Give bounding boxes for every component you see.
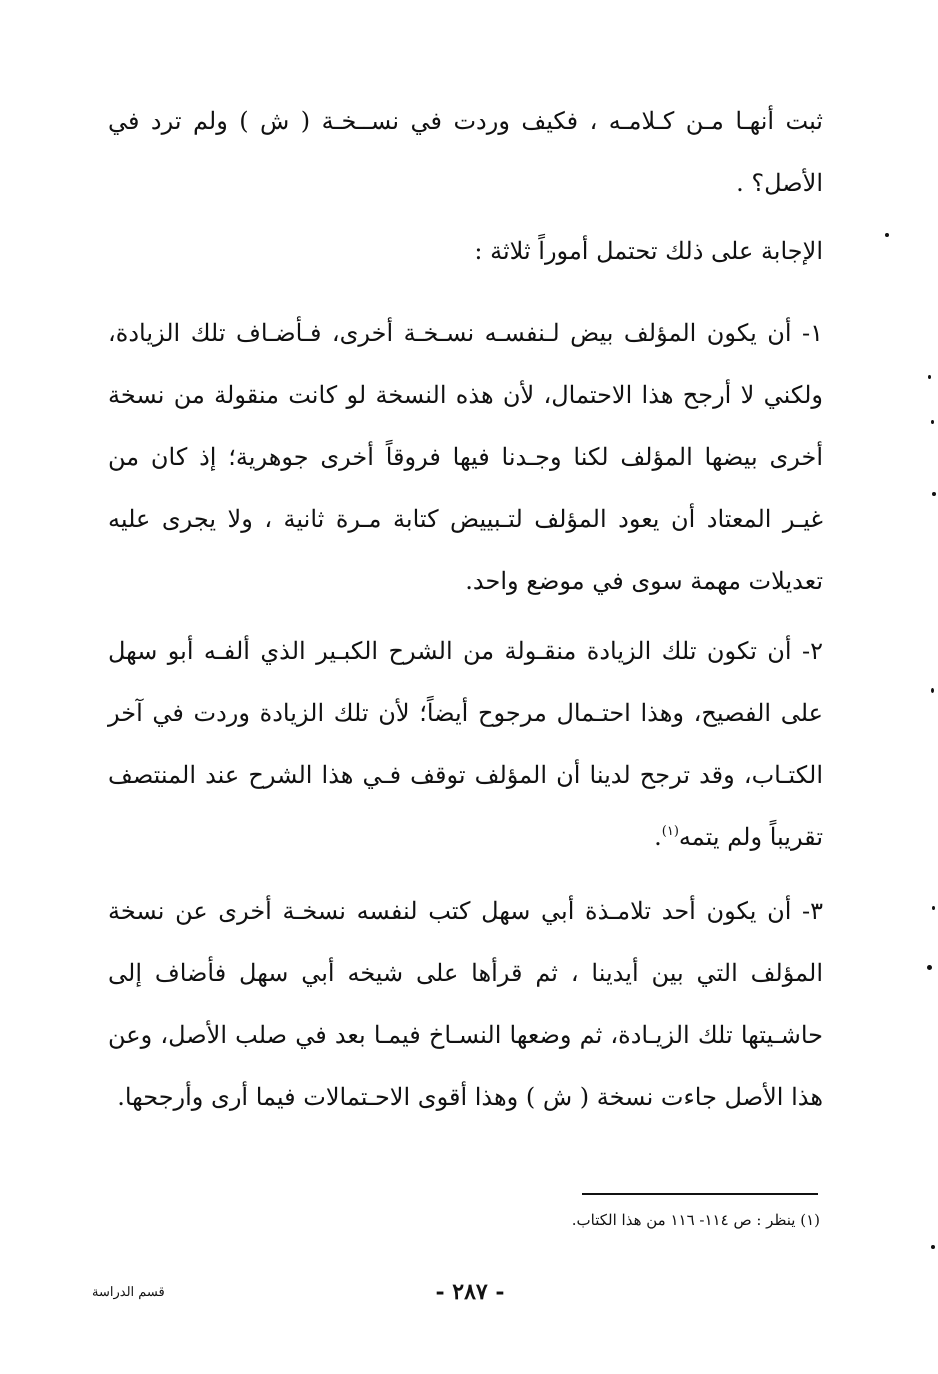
paragraph-point-two-text: ٢- أن تكون تلك الزيادة منقـولة من الشرح الكبـير الذي ألفـه أبو سهل على الفصيح، وهذا احتـمال مرجوح أيضاً؛ لأن تلك الزيادة وردت في آخر الكتـاب، وقد ترجح لدينا أن المؤلف توقف فـي هذا الشرح عند المنتصف تقريباً ولم يتمه: [108, 637, 823, 851]
scan-speck: [927, 965, 932, 970]
page-number: - ٢٨٧ -: [435, 1279, 505, 1305]
scan-speck: [931, 688, 934, 693]
scan-speck: [931, 420, 934, 424]
scan-speck: [931, 1245, 935, 1249]
paragraph-heading: الإجابة على ذلك تحتمل أموراً ثلاثة :: [474, 237, 823, 265]
paragraph-point-two-end: .: [654, 823, 662, 851]
footnote-marker: (١): [661, 824, 679, 839]
paragraph-point-three: ٣- أن يكون أحد تلامـذة أبي سهل كتب لنفسه نسخـة أخرى عن نسخة المؤلف التي بين أيدينا ، ثم قرأها على شيخه أبي سهل فأضاف إلى حاشـيتها تلك الزيـادة، ثم وضعها النسـاخ فيمـا بعد في صلب الأصل، وعن هذا الأصل جاءت نسخة ( ش ) وهذا أقوى الاحـتمالات فيما أرى وأرجحها.: [108, 897, 823, 1111]
footnote-text: (١) ينظر : ص ١١٤- ١١٦ من هذا الكتاب.: [571, 1211, 820, 1229]
section-label: قسم الدراسة: [92, 1285, 165, 1300]
footnote-divider: [582, 1193, 818, 1195]
scan-speck: [932, 906, 935, 910]
scan-speck: [928, 375, 931, 379]
paragraph-intro: ثبت أنهـا مـن كـلامـه ، فكيف وردت في نســخـة ( ش ) ولم ترد في الأصل؟ .: [108, 107, 823, 197]
paragraph-point-one: ١- أن يكون المؤلف بيض لـنفسـه نسـخـة أخرى، فـأضـاف تلك الزيادة، ولكني لا أرجح هذا الاحتمال، لأن هذه النسخة لو كانت منقولة من نسخة أخرى بيضها المؤلف لكنا وجـدنا فيها فروقاً أخرى جوهرية؛ إذ كان من غيـر المعتاد أن يعود المؤلف لتـبييض كتابة مـرة ثانية ، ولا يجرى عليه تعديلات مهمة سوى في موضع واحد.: [108, 319, 824, 595]
scan-speck: [932, 492, 936, 496]
paragraph-point-two: [108, 620, 823, 868]
scan-speck: [885, 233, 889, 237]
